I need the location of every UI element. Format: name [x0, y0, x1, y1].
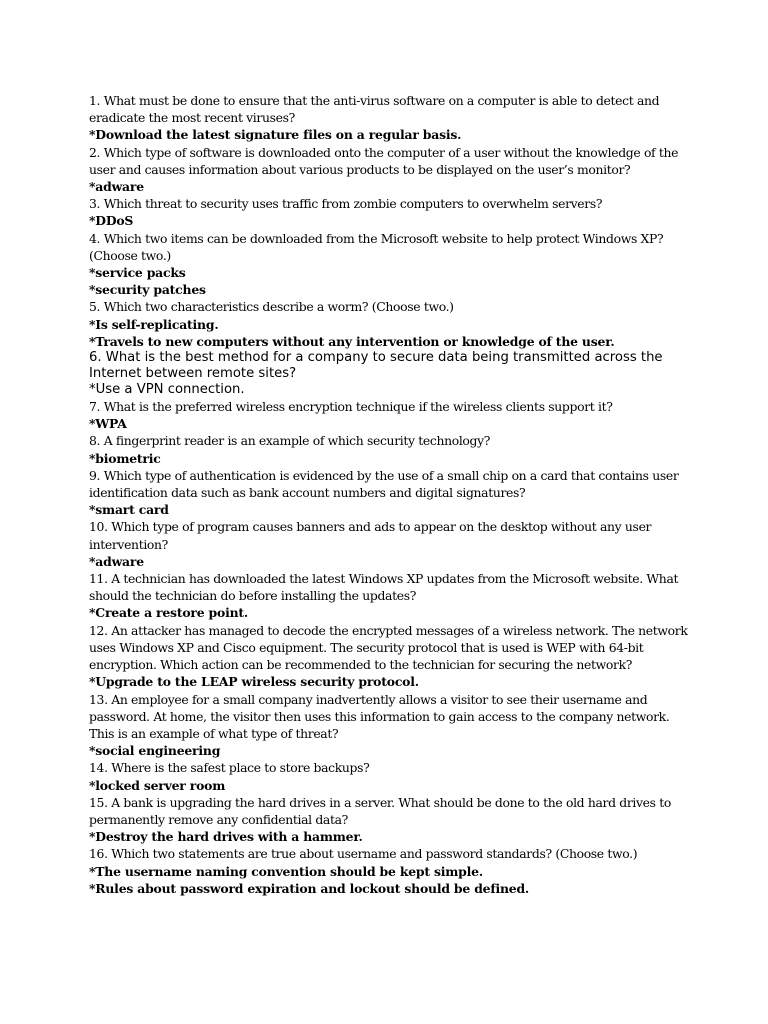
- answer-2: *adware: [89, 179, 144, 195]
- answer-4b: *security patches: [89, 282, 206, 298]
- answer-5a: *Is self-replicating.: [89, 316, 219, 332]
- answer-9: *smart card: [89, 502, 169, 518]
- question-3: 3. Which threat to security uses traffic from zombie computers to overwhelm servers?: [89, 196, 603, 212]
- answer-13: *social engineering: [89, 743, 221, 759]
- question-8: 8. A fingerprint reader is an example of which security technology?: [89, 433, 491, 449]
- question-5: 5. Which two characteristics describe a worm? (Choose two.): [89, 299, 454, 315]
- answer-5b: *Travels to new computers without any intervention or knowledge of the user.: [89, 333, 615, 349]
- answer-15: *Destroy the hard drives with a hammer.: [89, 829, 363, 845]
- answer-7: *WPA: [89, 416, 127, 432]
- question-16: 16. Which two statements are true about username and password standards? (Choose two.): [89, 846, 638, 862]
- question-11: 11. A technician has downloaded the latest Windows XP updates from the Microsoft website. What should the technician do before installing the updates?: [89, 571, 679, 604]
- question-7: 7. What is the preferred wireless encryption technique if the wireless clients support it?: [89, 399, 613, 415]
- answer-14: *locked server room: [89, 777, 226, 793]
- answer-10: *adware: [89, 553, 144, 569]
- question-15: 15. A bank is upgrading the hard drives in a server. What should be done to the old hard drives to permanently remove any confidential data?: [89, 794, 671, 827]
- question-6: 6. What is the best method for a company to secure data being transmitted across the Internet between remote sites?: [89, 350, 663, 382]
- answer-8: *biometric: [89, 450, 161, 466]
- answer-6: *Use a VPN connection.: [89, 382, 245, 398]
- answer-3: *DDoS: [89, 213, 134, 229]
- question-9: 9. Which type of authentication is evidenced by the use of a small chip on a card that contains user identification data such as bank account numbers and digital signatures?: [89, 467, 679, 501]
- question-12: 12. An attacker has managed to decode the encrypted messages of a wireless network. The network uses Windows XP and Cisco equipment. The security protocol that is used is WEP with 64-bit encryption. Which action can be recommended to the technician for securing the network?: [89, 622, 688, 673]
- question-13: 13. An employee for a small company inadvertently allows a visitor to see their username and password. At home, the visitor then uses this information to gain access to the company network. This is an example of what type of threat?: [89, 691, 670, 741]
- question-10: 10. Which type of program causes banners and ads to appear on the desktop without any user intervention?: [89, 519, 652, 552]
- answer-12: *Upgrade to the LEAP wireless security protocol.: [89, 674, 419, 690]
- question-4: 4. Which two items can be downloaded from the Microsoft website to help protect Windows XP? (Choose two.): [89, 230, 664, 263]
- question-2: 2. Which type of software is downloaded onto the computer of a user without the knowledge of the user and causes information about various products to be displayed on the user’s monitor?: [89, 144, 679, 177]
- question-14: 14. Where is the safest place to store backups?: [89, 760, 370, 776]
- answer-16a: *The username naming convention should be kept simple.: [89, 863, 483, 879]
- answer-1: *Download the latest signature files on a regular basis.: [89, 127, 462, 143]
- answer-4a: *service packs: [89, 265, 186, 281]
- answer-11: *Create a restore point.: [89, 605, 249, 621]
- quiz-content: [89, 92, 689, 897]
- answer-16b: *Rules about password expiration and lockout should be defined.: [89, 880, 530, 896]
- question-1: 1. What must be done to ensure that the anti-virus software on a computer is able to detect and eradicate the most recent viruses?: [89, 93, 660, 126]
